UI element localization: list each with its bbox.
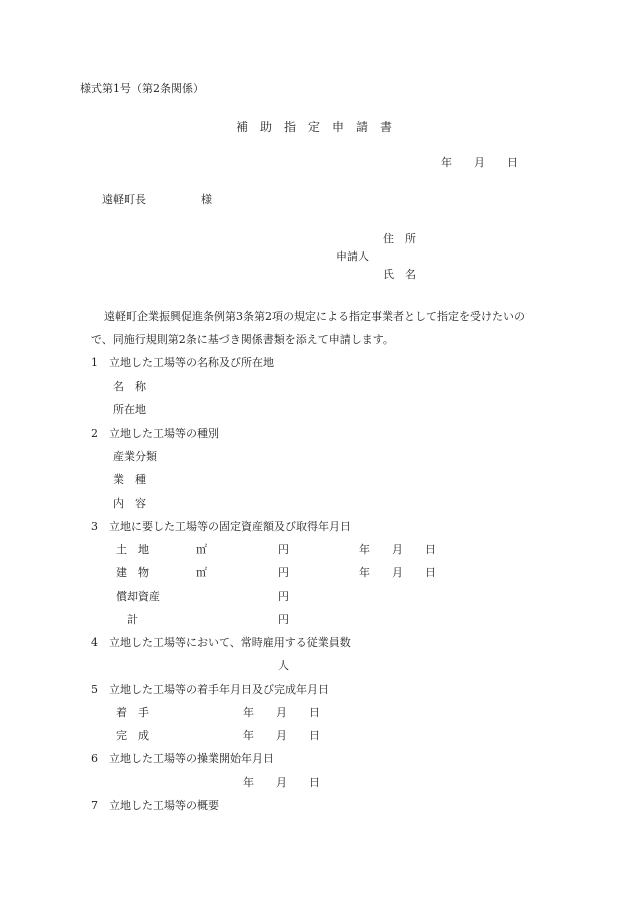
total-label: 計 bbox=[127, 613, 138, 626]
section-5-heading: 5 立地した工場等の着手年月日及び完成年月日 bbox=[91, 683, 329, 696]
body-line-1: 遠軽町企業振興促進条例第3条第2項の規定による指定事業者として指定を受けたいの bbox=[104, 310, 525, 323]
address-label: 住 所 bbox=[383, 232, 416, 245]
building-unit: ㎡ bbox=[196, 566, 207, 579]
section-4-heading: 4 立地した工場等において、常時雇用する従業員数 bbox=[91, 636, 351, 649]
facility-name-label: 名 称 bbox=[113, 380, 146, 393]
industry-class-label: 産業分類 bbox=[113, 450, 157, 463]
page-title: 補 助 指 定 申 請 書 bbox=[236, 120, 393, 134]
employees-unit: 人 bbox=[278, 659, 289, 672]
land-yen: 円 bbox=[278, 543, 289, 556]
completion-label: 完 成 bbox=[116, 729, 149, 742]
construction-start-label: 着 手 bbox=[116, 706, 149, 719]
construction-start-date: 年 月 日 bbox=[243, 706, 320, 719]
building-yen: 円 bbox=[278, 566, 289, 579]
addressee: 遠軽町長 様 bbox=[102, 193, 212, 206]
land-unit: ㎡ bbox=[196, 543, 207, 556]
facility-location-label: 所在地 bbox=[113, 403, 146, 416]
section-1-heading: 1 立地した工場等の名称及び所在地 bbox=[91, 356, 274, 369]
form-label: 様式第1号（第2条関係） bbox=[80, 82, 204, 95]
operation-start-date: 年 月 日 bbox=[243, 776, 320, 789]
section-2-heading: 2 立地した工場等の種別 bbox=[91, 427, 219, 440]
content-label: 内 容 bbox=[113, 497, 146, 510]
depreciable-assets-label: 償却資産 bbox=[116, 590, 160, 603]
name-label: 氏 名 bbox=[383, 268, 416, 281]
body-line-2: で、同施行規則第2条に基づき関係書類を添えて申請します。 bbox=[91, 333, 394, 346]
business-type-label: 業 種 bbox=[113, 473, 146, 486]
land-label: 土 地 bbox=[116, 543, 149, 556]
completion-date: 年 月 日 bbox=[243, 729, 320, 742]
building-date: 年 月 日 bbox=[359, 566, 436, 579]
section-7-heading: 7 立地した工場等の概要 bbox=[91, 799, 219, 812]
depreciable-yen: 円 bbox=[278, 590, 289, 603]
total-yen: 円 bbox=[278, 613, 289, 626]
land-date: 年 月 日 bbox=[359, 543, 436, 556]
section-3-heading: 3 立地に要した工場等の固定資産額及び取得年月日 bbox=[91, 520, 351, 533]
date-line: 年 月 日 bbox=[441, 156, 518, 169]
applicant-label: 申請人 bbox=[336, 250, 369, 263]
building-label: 建 物 bbox=[116, 566, 149, 579]
section-6-heading: 6 立地した工場等の操業開始年月日 bbox=[91, 752, 274, 765]
